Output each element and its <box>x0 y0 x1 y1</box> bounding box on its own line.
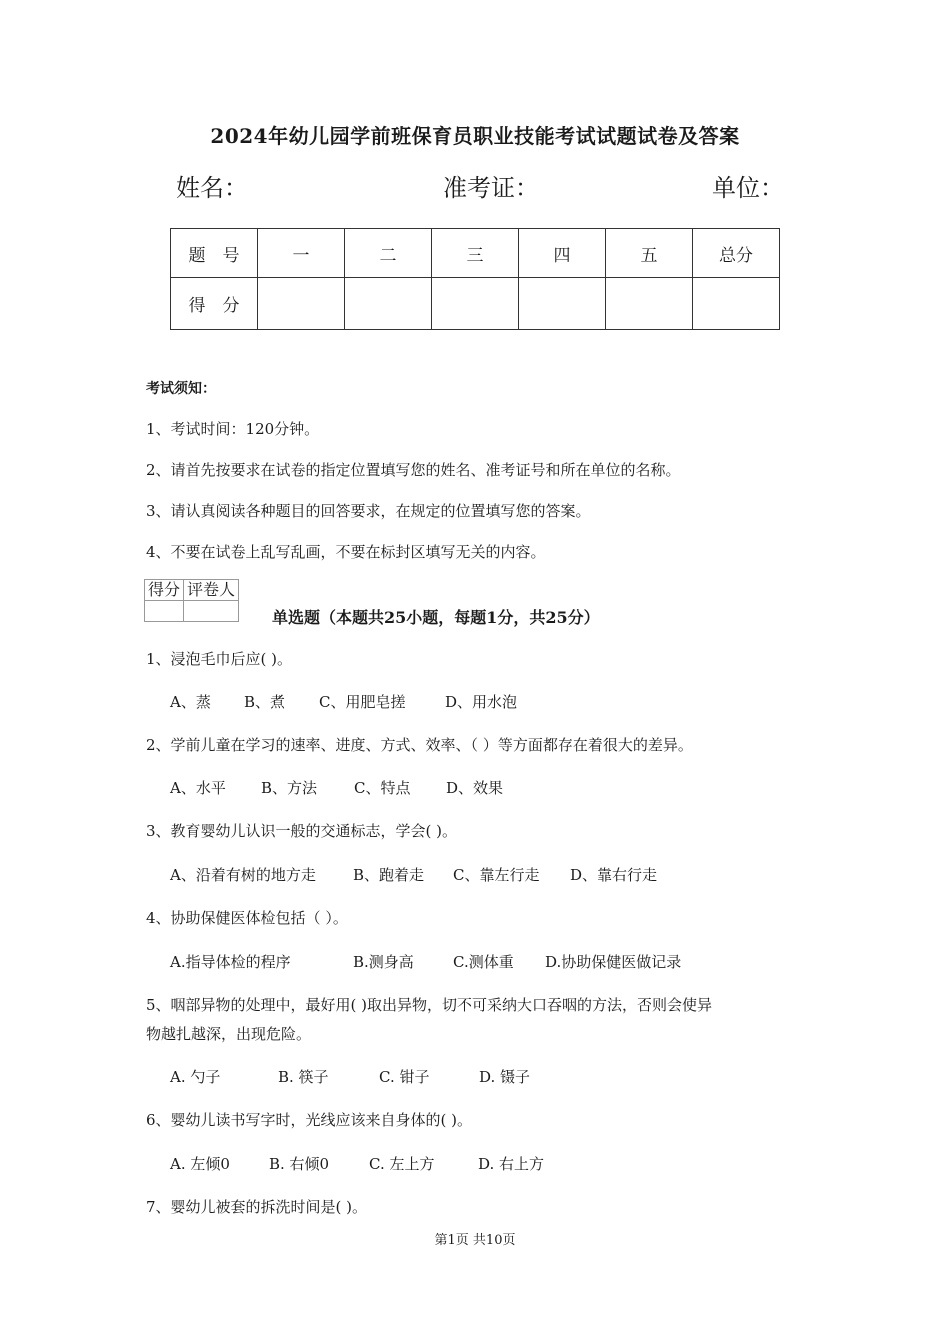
option-row <box>170 777 503 798</box>
grader-score-cell[interactable] <box>145 601 184 622</box>
option-row <box>170 1153 544 1174</box>
score-table-header-cell: 三 <box>432 229 519 278</box>
option[interactable]: A、蒸 <box>170 693 211 711</box>
notice-title: 考试须知： <box>146 381 216 397</box>
option[interactable]: B.测身高 <box>353 953 414 971</box>
option-row <box>170 1066 530 1087</box>
option[interactable]: D. 镊子 <box>479 1068 531 1086</box>
score-cell[interactable] <box>345 278 432 330</box>
question-text: 4、协助保健医体检包括（ ）。 <box>146 909 348 927</box>
score-table <box>170 228 780 330</box>
section-title: 单选题（本题共25小题，每题1分，共25分） <box>272 608 600 627</box>
option-row <box>170 864 657 885</box>
question-text: 2、学前儿童在学习的速率、进度、方式、效率、（ ）等方面都存在着很大的差异。 <box>146 736 693 754</box>
question-text: 3、教育婴幼儿认识一般的交通标志，学会( )。 <box>146 822 458 840</box>
notice-item: 4、不要在试卷上乱写乱画，不要在标封区填写无关的内容。 <box>146 543 546 561</box>
option[interactable]: D.协助保健医做记录 <box>545 953 682 971</box>
score-cell[interactable] <box>519 278 606 330</box>
page-footer: 第1页 共10页 <box>434 1233 516 1248</box>
score-table-header-row <box>171 229 780 278</box>
option[interactable]: C、靠左行走 <box>453 866 540 884</box>
score-table-header-cell: 题 号 <box>171 229 258 278</box>
question-text: 7、婴幼儿被套的拆洗时间是( )。 <box>146 1198 368 1216</box>
option[interactable]: C、特点 <box>354 779 411 797</box>
grader-box-header-row <box>145 580 239 601</box>
score-table-header-cell: 总分 <box>693 229 780 278</box>
exam-title: 2024年幼儿园学前班保育员职业技能考试试题试卷及答案 <box>210 124 740 148</box>
score-table-header-cell: 一 <box>258 229 345 278</box>
question-text: 1、浸泡毛巾后应( )。 <box>146 650 293 668</box>
option[interactable]: B、方法 <box>261 779 318 797</box>
question-text: 6、婴幼儿读书写字时，光线应该来自身体的( )。 <box>146 1111 473 1129</box>
option-row <box>170 951 681 972</box>
score-table-score-row <box>171 278 780 330</box>
option[interactable]: A. 左倾0 <box>170 1155 230 1173</box>
option[interactable]: B. 筷子 <box>278 1068 329 1086</box>
score-cell[interactable] <box>258 278 345 330</box>
score-cell[interactable] <box>606 278 693 330</box>
unit-field-label: 单位： <box>712 174 784 202</box>
name-field-label: 姓名： <box>176 174 248 202</box>
option[interactable]: D、效果 <box>446 779 504 797</box>
option[interactable]: A、沿着有树的地方走 <box>170 866 316 884</box>
candidate-info-row <box>0 168 950 208</box>
option[interactable]: D、靠右行走 <box>570 866 658 884</box>
grader-reviewer-cell[interactable] <box>184 601 239 622</box>
score-table-header-cell: 二 <box>345 229 432 278</box>
question-text: 5、咽部异物的处理中，最好用( )取出异物，切不可采纳大口吞咽的方法，否则会使异 <box>146 996 713 1014</box>
score-table-header-cell: 五 <box>606 229 693 278</box>
score-table-header-cell: 四 <box>519 229 606 278</box>
score-cell[interactable] <box>432 278 519 330</box>
grader-reviewer-label: 评卷人 <box>184 580 239 601</box>
option[interactable]: C、用肥皂搓 <box>319 693 406 711</box>
option[interactable]: C. 钳子 <box>379 1068 430 1086</box>
score-cell[interactable] <box>693 278 780 330</box>
option[interactable]: C. 左上方 <box>369 1155 435 1173</box>
option[interactable]: B、跑着走 <box>353 866 425 884</box>
grader-box-entry-row <box>145 601 239 622</box>
notice-item: 1、考试时间：120分钟。 <box>146 420 320 438</box>
notice-item: 2、请首先按要求在试卷的指定位置填写您的姓名、准考证号和所在单位的名称。 <box>146 461 681 479</box>
grader-score-label: 得分 <box>145 580 184 601</box>
option-row <box>170 691 517 712</box>
question-text-continued: 物越扎越深，出现危险。 <box>146 1025 312 1043</box>
option[interactable]: B、煮 <box>244 693 286 711</box>
exam-id-field-label: 准考证： <box>443 174 539 202</box>
option[interactable]: A、水平 <box>170 779 226 797</box>
option[interactable]: D、用水泡 <box>445 693 518 711</box>
option[interactable]: D. 右上方 <box>478 1155 545 1173</box>
score-table-row-label: 得 分 <box>171 278 258 330</box>
option[interactable]: A. 勺子 <box>170 1068 221 1086</box>
option[interactable]: B. 右倾0 <box>269 1155 330 1173</box>
option[interactable]: C.测体重 <box>453 953 514 971</box>
option[interactable]: A.指导体检的程序 <box>170 953 291 971</box>
notice-item: 3、请认真阅读各种题目的回答要求，在规定的位置填写您的答案。 <box>146 502 591 520</box>
grader-box <box>144 579 239 622</box>
